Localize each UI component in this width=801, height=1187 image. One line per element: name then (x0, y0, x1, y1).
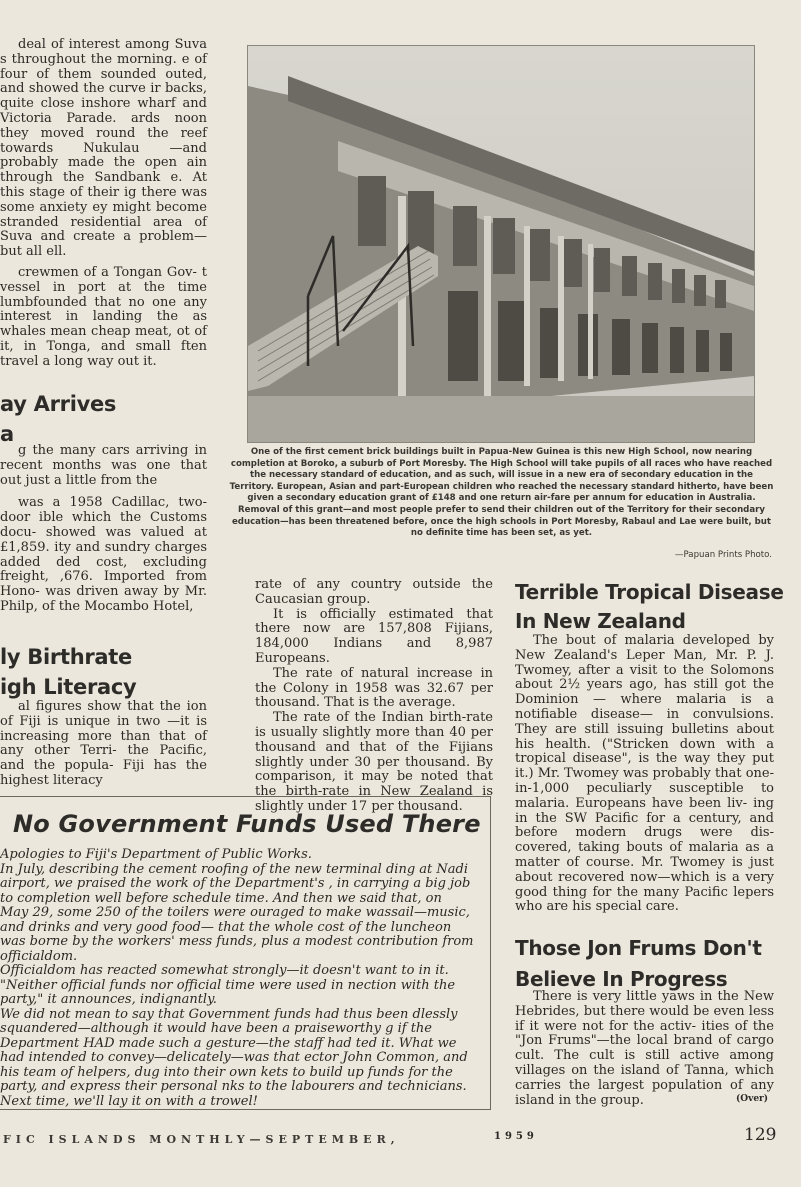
middle-paragraph-3: The rate of natural increase in the Colony in 1958 was 32.67 per thousand. That is the average. (255, 665, 493, 711)
jonfrum-body (515, 990, 774, 1108)
malaria-body (515, 634, 774, 915)
malaria-heading-line1: Terrible Tropical Disease (515, 580, 784, 604)
birthrate-heading (0, 642, 210, 702)
boxed-article-body (0, 848, 474, 1109)
birthrate-heading-line2: igh Literacy (0, 675, 137, 699)
middle-paragraph-1: rate of any country outside the Caucasian group. (255, 577, 493, 607)
cadillac-paragraph-2: was a 1958 Cadillac, two-door ible which the Customs docu- showed was valued at £1,859. ity and sundry charges added ded cost, excluding freight, ,676. Imported from Hono- was driven away by Mr. Philp, of the Mocambo Hotel, (0, 495, 207, 614)
cadillac-heading-line2: a (0, 422, 14, 446)
photo-credit: —Papuan Prints Photo. (674, 550, 772, 560)
cadillac-body (0, 444, 207, 615)
boxed-paragraph-4: We did not mean to say that Government funds had thus been dlessly squandered—although it would have been a praiseworthy g if the Department HAD made such a gesture—the staff had ted it. What we had intended to convey—delicately—was that ector John Common, and his team of helpers, dug into their own kets to build up funds for the party, and express their personal nks to the labourers and technicians. (0, 1006, 468, 1094)
malaria-heading (515, 578, 785, 636)
jonfrum-paragraph-1: There is very little yaws in the New Hebrides, but there would be even less if it were not for the activ- ities of the "Jon Frums"—the local brand of cargo cult. The cult is still active among villages on the island of Tanna, which carries the largest population of any island in the group. (515, 989, 774, 1108)
left-column-top (0, 38, 207, 370)
page-number: 129 (744, 1125, 777, 1145)
school-building-illustration (248, 46, 754, 442)
whale-paragraph-1: deal of interest among Suva s throughout the morning. e of four of them sounded outed, and showed the curve ir backs, quite close inshore wharf and Victoria Parade. ards noon they moved round the reef towards Nukulau —and probably made the open ain through the Sandbank e. At this stage of their ig there was some anxiety ey might become stranded residential area of Suva and create a problem—but all ell. (0, 37, 207, 260)
birthrate-heading-line1: ly Birthrate (0, 645, 132, 669)
running-footer: FIC ISLANDS MONTHLY—SEPTEMBER, (3, 1133, 400, 1146)
boxed-article-heading: No Government Funds Used There (13, 810, 481, 838)
middle-paragraph-4: The rate of the Indian birth-rate is usually slightly more than 40 per thousand and that of the Fijians slightly under 30 per thousand. By comparison, it may be noted that the birth-rate in New Zealand is slightly under 17 per thousand. (255, 710, 493, 814)
footer-year: 1959 (494, 1131, 538, 1142)
boxed-paragraph-3: Officialdom has reacted somewhat strongly—it doesn't want to in it. "Neither official funds nor official time were used in nection with the party," it announces, indignantly. (0, 963, 456, 1007)
cadillac-heading-line1: ay Arrives (0, 392, 117, 416)
birthrate-paragraph-1: al figures show that the ion of Fiji is unique in two —it is increasing more than that of any other Terri- the Pacific, and the popula- Fiji has the highest literacy (0, 699, 207, 788)
boxed-paragraph-5: Next time, we'll lay it on with a trowel! (0, 1093, 258, 1109)
over-marker: (Over) (736, 1094, 769, 1104)
middle-paragraph-2: It is officially estimated that there now are 157,808 Fijians, 184,000 Indians and 8,987 Europeans. (255, 606, 493, 666)
middle-column (255, 578, 493, 815)
boxed-paragraph-1: Apologies to Fiji's Department of Public Works. (0, 847, 312, 862)
jonfrum-heading-line1: Those Jon Frums Don't (515, 936, 762, 960)
cadillac-heading (0, 389, 210, 449)
whale-paragraph-2: crewmen of a Tongan Gov- t vessel in port at the time lumbfounded that no one any interest in landing the as whales mean cheap meat, ot of it, in Tonga, and small ften travel a long way out it. (0, 264, 207, 369)
malaria-heading-line2: In New Zealand (515, 609, 686, 633)
malaria-paragraph-1: The bout of malaria developed by New Zealand's Leper Man, Mr. P. J. Twomey, after a visit to the Solomons about 2½ years ago, has still got the Dominion — where malaria is a notifiable disease— in convulsions. They are still issuing bulletins about his health. ("Stricken down with a tropical disease", is the way they put it.) Mr. Twomey was probably that one-in-1,000 peculiarly susceptible to malaria. Europeans have been liv- ing in the SW Pacific for a century, and before modern drugs were dis- covered, taking bouts of malaria as a matter of course. Mr. Twomey is just about recovered now—which is a very good thing for the many Pacific lepers who are his special care. (515, 633, 774, 915)
photo-caption: One of the first cement brick buildings built in Papua-New Guinea is this new High School, now nearing completion at Boroko, a suburb of Port Moresby. The High School will take pupils of all races who have reached the necessary standard of education, and as such, will issue in a new era of secondary education in the Territory. European, Asian and part-European children who reached the necessary standard hitherto, have been given a secondary education grant of £148 and one return air-fare per annum for education in Australia. Removal of this grant—and most people prefer to send their children out of the Territory for their secondary education—has been threatened before, once the high schools in Port Moresby, Rabaul and Lae were built, but no definite time has been set, as yet. (229, 447, 774, 539)
cadillac-paragraph-1: g the many cars arriving in recent months was one that out just a little from the (0, 443, 207, 488)
jonfrum-heading (515, 933, 785, 995)
birthrate-body (0, 700, 207, 789)
boxed-paragraph-2: In July, describing the cement roofing of the new terminal ding at Nadi airport, we praised the work of the Department's , in carrying a big job to completion well before schedule time. And then we said that, on May 29, some 250 of the toilers were ouraged to make wassail—music, and drinks and very good food— that the whole cost of the luncheon was borne by the workers' mess funds, plus a modest contribution from officialdom. (0, 861, 474, 964)
jonfrum-heading-line2: Believe In Progress (515, 967, 728, 991)
school-building-photo (247, 45, 755, 443)
